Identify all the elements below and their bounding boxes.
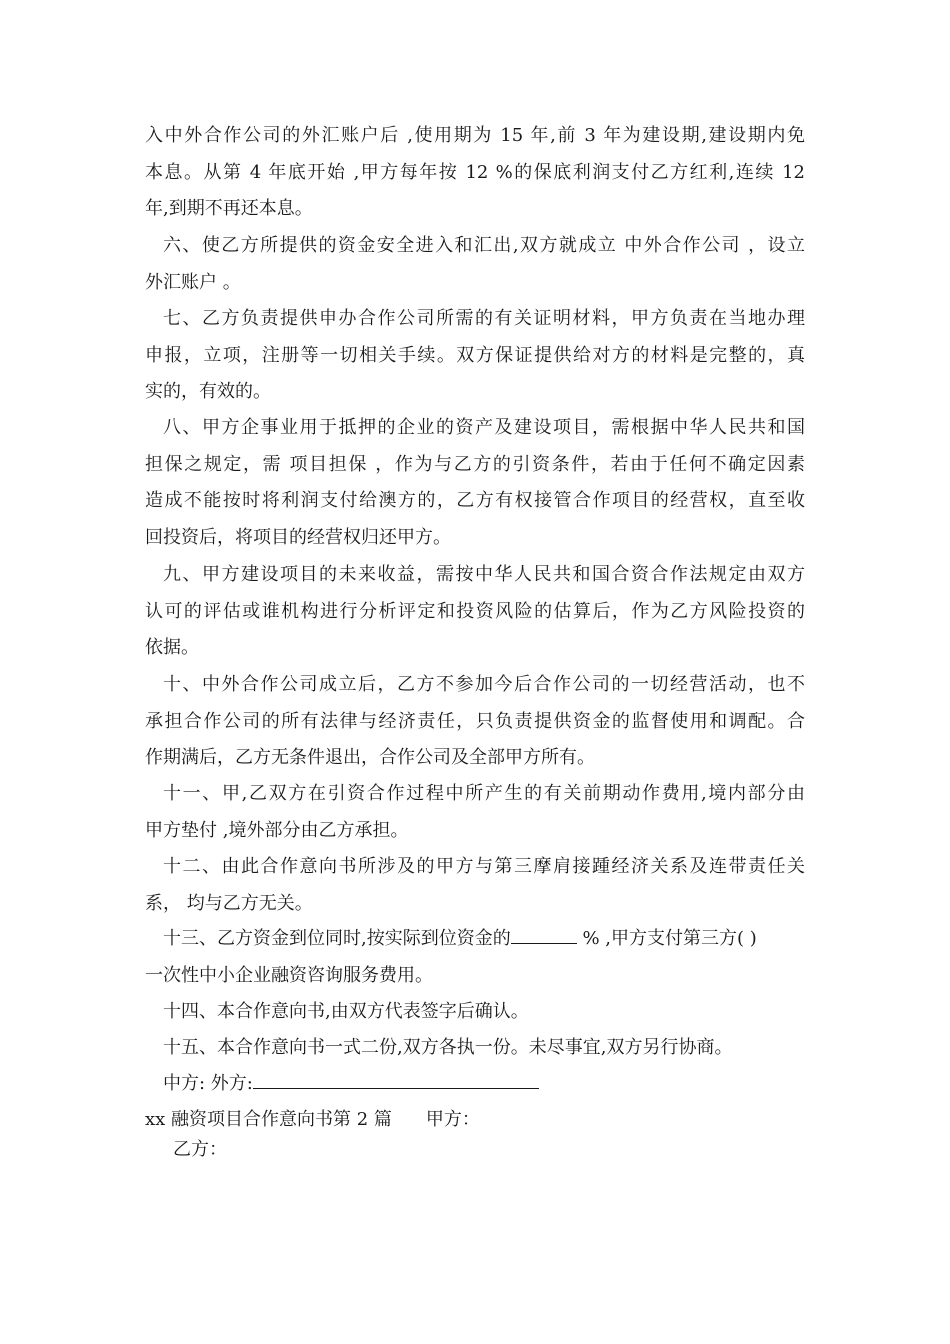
paragraph-10 <box>145 667 805 777</box>
paragraph-8 <box>145 410 805 556</box>
text-line: 入中外合作公司的外汇账户后 ,使用期为 15 年,前 3 年为建设期,建设期内免 <box>145 125 805 146</box>
fill-in-blank <box>511 921 577 944</box>
text-line: 十一、甲,乙双方在引资合作过程中所产生的有关前期动作费用,境内部分由 <box>163 783 805 804</box>
signature-blank <box>253 1066 539 1089</box>
text-line: 本息。从第 4 年底开始 ,甲方每年按 12 %的保底利润支付乙方红利,连续 12 <box>145 161 805 183</box>
text-segment: % ,甲方支付第三方( ) <box>576 928 757 949</box>
text-line: 九、甲方建设项目的未来收益，需按中华人民共和国合资合作法规定由双方 <box>163 564 805 585</box>
text-line <box>145 921 805 958</box>
party-b-label: 乙方： <box>173 1139 227 1160</box>
text-line: 依据。 <box>145 637 199 658</box>
text-line: 六、使乙方所提供的资金安全进入和汇出,双方就成立 中外合作公司 ，设立 <box>163 235 805 256</box>
paragraph-6 <box>145 228 805 301</box>
text-line: 十四、本合作意向书,由双方代表签字后确认。 <box>163 1001 529 1022</box>
signature-line <box>145 1066 805 1103</box>
paragraph-9 <box>145 557 805 667</box>
text-line: 十五、本合作意向书一式二份,双方各执一份。未尽事宜,双方另行协商。 <box>163 1037 733 1058</box>
paragraph-11 <box>145 776 805 849</box>
party-a-label: 甲方： <box>425 1109 480 1130</box>
paragraph-14 <box>145 994 805 1031</box>
text-line: 甲方垫付 ,境外部分由乙方承担。 <box>145 819 409 841</box>
text-line: 七、乙方负责提供申办合作公司所需的有关证明材料，甲方负责在当地办理 <box>163 308 805 329</box>
text-line: 担保之规定，需 项目担保 ，作为与乙方的引资条件，若由于任何不确定因素 <box>145 453 805 475</box>
text-segment: 十三、乙方资金到位同时,按实际到位资金的 <box>163 928 511 949</box>
text-line: 作期满后，乙方无条件退出，合作公司及全部甲方所有。 <box>145 747 595 768</box>
text-line: 八、甲方企事业用于抵押的企业的资产及建设项目，需根据中华人民共和国 <box>163 417 805 438</box>
paragraph-15 <box>145 1030 805 1067</box>
text-line: 十、中外合作公司成立后，乙方不参加今后合作公司的一切经营活动，也不 <box>163 674 805 695</box>
signature-label: 中方: 外方: <box>163 1073 253 1094</box>
document-title: xx 融资项目合作意向书第 2 篇 <box>145 1109 392 1130</box>
text-line: 一次性中小企业融资咨询服务费用。 <box>145 964 433 986</box>
text-line: 十二、由此合作意向书所涉及的甲方与第三摩肩接踵经济关系及连带责任关 <box>163 856 805 877</box>
paragraph-7 <box>145 301 805 411</box>
text-line: 认可的评估或谁机构进行分析评定和投资风险的估算后，作为乙方风险投资的 <box>145 600 805 622</box>
text-line: 外汇账户 。 <box>145 271 241 293</box>
text-line <box>145 1066 805 1103</box>
text-line: 承担合作公司的所有法律与经济责任，只负责提供资金的监督使用和调配。合 <box>145 710 805 732</box>
party-b-line <box>145 1132 805 1169</box>
text-line: 年,到期不再还本息。 <box>145 198 313 219</box>
text-line: 回投资后，将项目的经营权归还甲方。 <box>145 526 451 548</box>
paragraph-intro <box>145 118 805 228</box>
text-line: 系， 均与乙方无关。 <box>145 892 313 914</box>
paragraph-13 <box>145 921 805 994</box>
text-line: 申报，立项，注册等一切相关手续。双方保证提供给对方的材料是完整的，真 <box>145 344 805 366</box>
paragraph-12 <box>145 849 805 922</box>
text-line: 实的，有效的。 <box>145 381 271 402</box>
text-line: 造成不能按时将利润支付给澳方的，乙方有权接管合作项目的经营权，直至收 <box>145 490 805 511</box>
